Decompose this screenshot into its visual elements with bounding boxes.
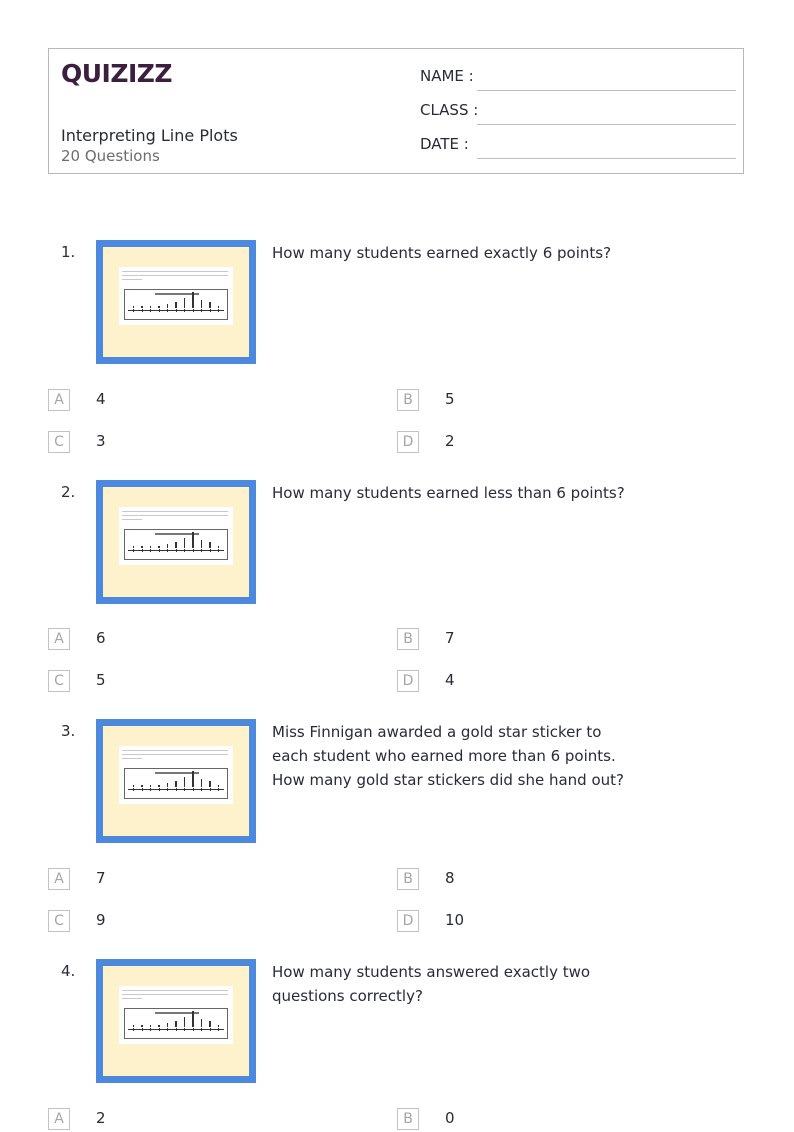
- thumb-plot-dot: [192, 781, 194, 783]
- thumb-plot-tick: [218, 549, 219, 552]
- thumb-plot-dot: [184, 779, 186, 781]
- thumb-plot-dot: [209, 304, 211, 306]
- thumb-plot-dot: [184, 785, 186, 787]
- thumb-plot-dot: [175, 1023, 177, 1025]
- thumb-plot-dot: [192, 785, 194, 787]
- thumb-plot-tick: [159, 549, 160, 552]
- thumb-plot-dot: [192, 292, 194, 294]
- thumb-text-line: [122, 998, 142, 999]
- thumb-plot-dot: [150, 306, 152, 308]
- thumb-plot-dot: [192, 538, 194, 540]
- thumb-plot-dot: [167, 544, 169, 546]
- thumb-plot-dot: [201, 306, 203, 308]
- thumb-plot-dot: [184, 544, 186, 546]
- thumb-text-line: [122, 990, 228, 991]
- thumb-plot-dot: [184, 538, 186, 540]
- thumb-plot-dot: [201, 1025, 203, 1027]
- thumb-plot-dot: [192, 532, 194, 534]
- thumb-plot-tick: [133, 788, 134, 791]
- thumb-plot-dot: [167, 1025, 169, 1027]
- thumb-plot-dot: [192, 777, 194, 779]
- thumb-plot-box: [124, 768, 228, 799]
- thumb-plot-tick: [150, 309, 151, 312]
- thumb-plot-dot: [167, 783, 169, 785]
- thumb-plot-dot: [167, 304, 169, 306]
- thumb-plot-tick: [201, 549, 202, 552]
- thumb-plot-dot: [201, 304, 203, 306]
- option-letter: A: [48, 868, 70, 890]
- thumb-plot-dot: [209, 785, 211, 787]
- thumb-plot-tick: [159, 1028, 160, 1031]
- thumb-plot-dot: [218, 306, 220, 308]
- thumb-plot-dot: [184, 783, 186, 785]
- thumb-plot-dot: [192, 1015, 194, 1017]
- thumb-plot-tick: [193, 1028, 194, 1031]
- plot-card: [119, 507, 233, 565]
- quizizz-logo: QUIZIZZ: [61, 59, 173, 88]
- option-letter: C: [48, 431, 70, 453]
- thumb-plot-dot: [201, 1021, 203, 1023]
- thumb-plot-tick: [210, 309, 211, 312]
- line-plot-image: [96, 719, 256, 843]
- thumb-plot-tick: [142, 549, 143, 552]
- name-line[interactable]: [477, 90, 736, 91]
- thumb-plot-tick: [176, 549, 177, 552]
- plot-card: [119, 267, 233, 325]
- thumb-plot-dot: [184, 540, 186, 542]
- date-field[interactable]: [420, 135, 735, 159]
- thumb-plot-dot: [158, 306, 160, 308]
- question-text: How many students earned exactly 6 points?: [272, 244, 612, 262]
- thumb-plot-tick: [218, 309, 219, 312]
- thumb-plot-dot: [209, 783, 211, 785]
- option-value: 3: [96, 432, 106, 450]
- thumb-plot-tick: [167, 788, 168, 791]
- thumb-plot-dot: [209, 1025, 211, 1027]
- thumb-plot-dot: [201, 544, 203, 546]
- option-letter: B: [397, 1108, 419, 1130]
- thumb-plot-tick: [167, 1028, 168, 1031]
- thumb-plot-tick: [142, 788, 143, 791]
- class-line[interactable]: [477, 124, 736, 125]
- thumb-text-line: [122, 515, 228, 516]
- thumb-plot-tick: [150, 549, 151, 552]
- thumb-plot-tick: [142, 1028, 143, 1031]
- thumb-plot-dot: [158, 785, 160, 787]
- thumb-plot-dot: [192, 302, 194, 304]
- option-letter: A: [48, 628, 70, 650]
- thumb-plot-tick: [201, 309, 202, 312]
- thumb-plot-dot: [192, 540, 194, 542]
- thumb-plot-dot: [175, 781, 177, 783]
- thumb-plot-dot: [184, 777, 186, 779]
- question-number: 4.: [61, 962, 76, 980]
- thumb-plot-dot: [175, 1021, 177, 1023]
- thumb-plot-tick: [210, 549, 211, 552]
- thumb-plot-tick: [167, 309, 168, 312]
- thumb-plot-box: [124, 289, 228, 320]
- thumb-plot-dot: [209, 542, 211, 544]
- option-value: 6: [96, 629, 106, 647]
- thumb-plot-dot: [192, 1019, 194, 1021]
- option-letter: D: [397, 431, 419, 453]
- thumb-plot-box: [124, 529, 228, 560]
- thumb-plot-dot: [218, 546, 220, 548]
- thumb-text-line: [122, 754, 228, 755]
- thumb-plot-dot: [175, 1025, 177, 1027]
- option-letter: C: [48, 670, 70, 692]
- thumb-plot-tick: [184, 1028, 185, 1031]
- thumb-plot-dot: [201, 1023, 203, 1025]
- thumb-plot-dot: [201, 1019, 203, 1021]
- thumb-plot-box: [124, 1008, 228, 1039]
- option-value: 8: [445, 869, 455, 887]
- thumb-plot-dot: [192, 304, 194, 306]
- thumb-plot-dot: [192, 1025, 194, 1027]
- thumb-plot-tick: [201, 788, 202, 791]
- thumb-text-line: [122, 750, 228, 751]
- thumb-plot-dot: [167, 1023, 169, 1025]
- thumb-plot-dot: [184, 1025, 186, 1027]
- thumb-plot-dot: [133, 306, 135, 308]
- thumb-plot-dot: [167, 785, 169, 787]
- thumb-plot-tick: [218, 1028, 219, 1031]
- thumb-plot-dot: [192, 534, 194, 536]
- thumb-plot-dot: [184, 298, 186, 300]
- thumb-plot-tick: [218, 788, 219, 791]
- option-letter: D: [397, 670, 419, 692]
- thumb-plot-dot: [141, 306, 143, 308]
- plot-card: [119, 986, 233, 1044]
- option-value: 4: [445, 671, 455, 689]
- thumb-plot-dot: [218, 785, 220, 787]
- option-value: 10: [445, 911, 465, 929]
- thumb-plot-tick: [159, 788, 160, 791]
- thumb-plot-dot: [209, 1023, 211, 1025]
- thumb-plot-dot: [141, 785, 143, 787]
- thumb-plot-dot: [175, 546, 177, 548]
- thumb-plot-tick: [167, 549, 168, 552]
- thumb-plot-dot: [175, 304, 177, 306]
- date-label: DATE :: [420, 135, 469, 153]
- option-value: 9: [96, 911, 106, 929]
- thumb-plot-dot: [209, 1021, 211, 1023]
- thumb-plot-dot: [201, 540, 203, 542]
- date-line[interactable]: [477, 158, 736, 159]
- thumb-text-line: [122, 758, 142, 759]
- thumb-plot-dot: [158, 546, 160, 548]
- question-number: 2.: [61, 483, 76, 501]
- thumb-plot-tick: [159, 309, 160, 312]
- thumb-plot-dot: [133, 546, 135, 548]
- worksheet-header: [48, 48, 744, 174]
- thumb-text-line: [122, 511, 228, 512]
- thumb-plot-dot: [184, 1019, 186, 1021]
- option-value: 4: [96, 390, 106, 408]
- thumb-plot-dot: [184, 1017, 186, 1019]
- class-field[interactable]: [420, 101, 735, 125]
- thumb-plot-dot: [192, 779, 194, 781]
- line-plot-image: [96, 480, 256, 604]
- thumb-text-line: [122, 275, 228, 276]
- thumb-plot-tick: [150, 1028, 151, 1031]
- thumb-plot-dot: [184, 302, 186, 304]
- thumb-plot-dot: [192, 294, 194, 296]
- thumb-plot-tick: [133, 549, 134, 552]
- thumb-plot-dot: [201, 785, 203, 787]
- thumb-plot-dot: [209, 546, 211, 548]
- thumb-plot-dot: [201, 779, 203, 781]
- question-count: 20 Questions: [61, 147, 160, 165]
- thumb-plot-dot: [167, 546, 169, 548]
- thumb-plot-dot: [192, 775, 194, 777]
- question-text: How many students answered exactly two questions correctly?: [272, 963, 591, 1005]
- thumb-plot-dot: [192, 1021, 194, 1023]
- thumb-plot-dot: [175, 783, 177, 785]
- question-text: Miss Finnigan awarded a gold star sticker to each student who earned more than 6 points. How many gold star stickers did she hand out?: [272, 723, 624, 789]
- worksheet-title: Interpreting Line Plots: [61, 126, 238, 145]
- thumb-plot-dot: [184, 1021, 186, 1023]
- option-letter: B: [397, 868, 419, 890]
- thumb-plot-dot: [150, 546, 152, 548]
- thumb-plot-dot: [192, 773, 194, 775]
- thumb-text-line: [122, 994, 228, 995]
- thumb-plot-dot: [192, 536, 194, 538]
- thumb-plot-dot: [201, 546, 203, 548]
- thumb-plot-dot: [184, 300, 186, 302]
- thumb-plot-dot: [192, 771, 194, 773]
- thumb-text-line: [122, 271, 228, 272]
- thumb-plot-tick: [201, 1028, 202, 1031]
- thumb-plot-dot: [133, 785, 135, 787]
- thumb-plot-tick: [176, 1028, 177, 1031]
- thumb-plot-dot: [184, 304, 186, 306]
- thumb-plot-tick: [176, 788, 177, 791]
- thumb-text-line: [122, 279, 142, 280]
- thumb-plot-dot: [192, 1023, 194, 1025]
- option-letter: B: [397, 389, 419, 411]
- thumb-plot-tick: [150, 788, 151, 791]
- thumb-plot-dot: [175, 542, 177, 544]
- thumb-plot-dot: [184, 1023, 186, 1025]
- option-value: 2: [445, 432, 455, 450]
- thumb-plot-dot: [201, 783, 203, 785]
- thumb-plot-dot: [150, 1025, 152, 1027]
- option-value: 5: [445, 390, 455, 408]
- thumb-plot-dot: [167, 306, 169, 308]
- thumb-plot-dot: [209, 306, 211, 308]
- thumb-plot-tick: [193, 309, 194, 312]
- thumb-plot-dot: [218, 1025, 220, 1027]
- thumb-plot-dot: [201, 542, 203, 544]
- thumb-plot-dot: [141, 546, 143, 548]
- thumb-plot-dot: [192, 1011, 194, 1013]
- line-plot-image: [96, 959, 256, 1083]
- thumb-plot-dot: [150, 785, 152, 787]
- thumb-plot-dot: [201, 781, 203, 783]
- thumb-plot-tick: [210, 788, 211, 791]
- option-letter: D: [397, 910, 419, 932]
- thumb-plot-dot: [192, 546, 194, 548]
- thumb-plot-dot: [184, 306, 186, 308]
- thumb-plot-dot: [133, 1025, 135, 1027]
- thumb-plot-dot: [175, 306, 177, 308]
- thumb-plot-tick: [133, 1028, 134, 1031]
- thumb-plot-dot: [192, 544, 194, 546]
- thumb-text-line: [122, 519, 142, 520]
- thumb-plot-dot: [175, 302, 177, 304]
- question-number: 3.: [61, 722, 76, 740]
- thumb-plot-dot: [184, 546, 186, 548]
- thumb-plot-dot: [209, 781, 211, 783]
- option-value: 7: [445, 629, 455, 647]
- thumb-plot-dot: [184, 781, 186, 783]
- thumb-plot-tick: [184, 549, 185, 552]
- plot-card: [119, 746, 233, 804]
- option-letter: B: [397, 628, 419, 650]
- thumb-plot-dot: [192, 296, 194, 298]
- thumb-plot-dot: [192, 300, 194, 302]
- thumb-plot-dot: [141, 1025, 143, 1027]
- thumb-plot-tick: [184, 309, 185, 312]
- thumb-plot-dot: [192, 298, 194, 300]
- thumb-plot-dot: [209, 544, 211, 546]
- thumb-plot-tick: [142, 309, 143, 312]
- thumb-plot-dot: [192, 1013, 194, 1015]
- name-label: NAME :: [420, 67, 474, 85]
- question-text: How many students earned less than 6 points?: [272, 484, 625, 502]
- thumb-plot-dot: [209, 302, 211, 304]
- option-letter: A: [48, 1108, 70, 1130]
- thumb-plot-dot: [201, 302, 203, 304]
- thumb-plot-tick: [193, 549, 194, 552]
- thumb-plot-tick: [193, 788, 194, 791]
- line-plot-image: [96, 240, 256, 364]
- option-letter: A: [48, 389, 70, 411]
- thumb-plot-dot: [184, 542, 186, 544]
- thumb-plot-tick: [210, 1028, 211, 1031]
- class-label: CLASS :: [420, 101, 479, 119]
- thumb-plot-tick: [133, 309, 134, 312]
- name-field[interactable]: [420, 67, 735, 91]
- thumb-plot-dot: [175, 544, 177, 546]
- thumb-plot-tick: [184, 788, 185, 791]
- option-value: 0: [445, 1109, 455, 1127]
- thumb-plot-dot: [158, 1025, 160, 1027]
- question-number: 1.: [61, 243, 76, 261]
- thumb-plot-dot: [192, 306, 194, 308]
- option-letter: C: [48, 910, 70, 932]
- thumb-plot-dot: [192, 783, 194, 785]
- thumb-plot-dot: [201, 300, 203, 302]
- thumb-plot-dot: [192, 1017, 194, 1019]
- option-value: 2: [96, 1109, 106, 1127]
- option-value: 7: [96, 869, 106, 887]
- thumb-plot-dot: [192, 542, 194, 544]
- thumb-plot-tick: [176, 309, 177, 312]
- option-value: 5: [96, 671, 106, 689]
- thumb-plot-dot: [175, 785, 177, 787]
